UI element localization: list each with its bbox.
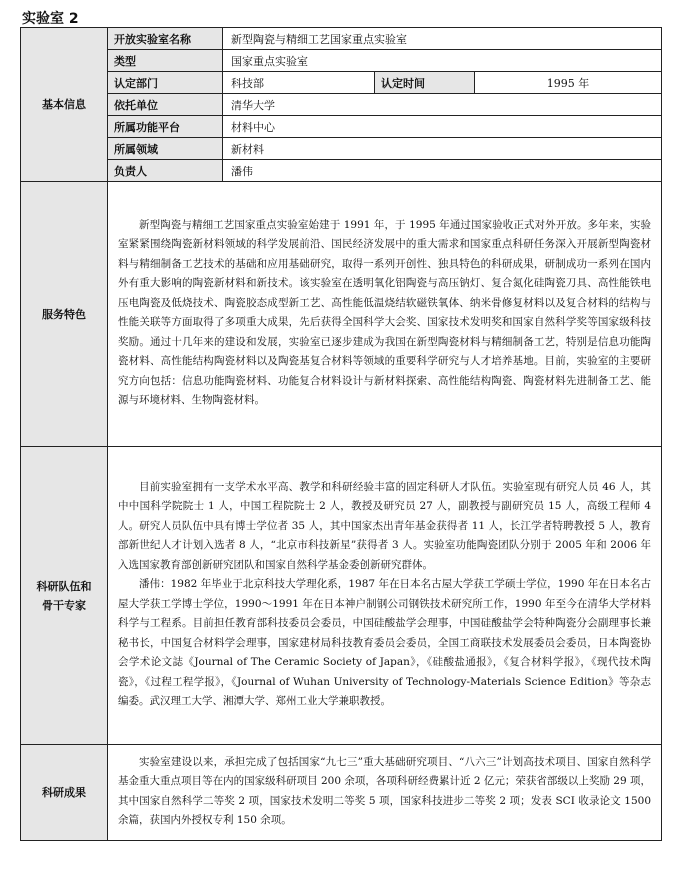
label-platform: 所属功能平台 [108,116,223,138]
value-platform: 材料中心 [223,116,662,138]
team-paragraph-2: 潘伟：1982 年毕业于北京科技大学理化系，1987 年在日本名古屋大学获工学硕士学位，1990 年在日本名古屋大学获工学博士学位，1990～1991 年在日本神户制钢公司钢铁技术研究所工作，1990 年至今在清华大学材料科学与工程系。目前担任教育部科技委员会委员，中国硅酸盐学会理事，中国硅酸盐学会特种陶瓷分会副理事长兼秘书长，中国复合材料学会理事，国家建材局科技教育委员会委员，全国工商联技术发展委员会委员，日本陶瓷协会学术论文誌《Journal of The Ceramic Society of Japan》，《硅酸盐通报》，《复合材料学报》，《现代技术陶瓷》，《过程工程学报》，《Journal of Wuhan University of Technology-Materials Science Edition》等杂志编委。武汉理工大学、湘潭大学、郑州工业大学兼职教授。 [118,578,652,707]
section-results: 科研成果 [21,745,108,841]
results-text-cell [108,745,662,841]
page-heading: 实验室 2 [22,11,79,27]
value-org: 清华大学 [223,94,662,116]
value-field: 新材料 [223,138,662,160]
value-time: 1995 年 [475,72,662,94]
label-time: 认定时间 [375,72,475,94]
label-org: 依托单位 [108,94,223,116]
section-service: 服务特色 [21,182,108,447]
row-service [21,182,662,447]
section-team-line1: 科研队伍和 [36,579,92,593]
label-dept: 认定部门 [108,72,223,94]
row-platform [21,116,662,138]
row-field [21,138,662,160]
value-type: 国家重点实验室 [223,50,662,72]
row-results [21,745,662,841]
row-name [21,28,662,50]
section-team [21,447,108,745]
label-lab-name: 开放实验室名称 [108,28,223,50]
value-leader: 潘伟 [223,160,662,182]
team-text-cell [108,447,662,745]
row-dept [21,72,662,94]
row-team [21,447,662,745]
lab-info-table [20,27,662,841]
section-basic-info: 基本信息 [21,28,108,182]
row-type [21,50,662,72]
service-text-cell [108,182,662,447]
row-org [21,94,662,116]
label-type: 类型 [108,50,223,72]
value-dept: 科技部 [223,72,375,94]
section-team-line2: 骨干专家 [42,598,86,612]
team-paragraph-1: 目前实验室拥有一支学术水平高、教学和科研经验丰富的固定科研人才队伍。实验室现有研究人员 46 人，其中中国科学院院士 1 人，中国工程院院士 2 人，教授及研究员 27 人，副教授与副研究员 15 人，高级工程师 4 人。研究人员队伍中具有博士学位者 35 人，其中国家杰出青年基金获得者 11 人，长江学者特聘教授 5 人，教育部新世纪人才计划入选者 8 人，“北京市科技新星”获得者 3 人。实验室功能陶瓷团队分别于 2005 年和 2006 年入选国家教育部创新研究团队和国家自然科学基金委创新研究群体。 [118,480,652,571]
value-lab-name: 新型陶瓷与精细工艺国家重点实验室 [223,28,662,50]
row-leader [21,160,662,182]
service-paragraph: 新型陶瓷与精细工艺国家重点实验室始建于 1991 年，于 1995 年通过国家验收正式对外开放。多年来，实验室紧紧围绕陶瓷新材料领域的科学发展前沿、国民经济发展中的重大需求和国家重点科研任务深入开展新型陶瓷材料与精细制备工艺技术的基础和应用基础研究，取得一系列开创性、独具特色的科研成果，研制成功一系列在国内外有重大影响的陶瓷新材料和新技术。该实验室在透明氧化铝陶瓷与高压钠灯、复合氮化硅陶瓷刀具、高性能铁电压电陶瓷及低烧技术、陶瓷胶态成型新工艺、高性能低温烧结软磁铁氧体、纳米骨修复材料以及复合材料的结构与性能关联等方面取得了多项重大成果，先后获得全国科学大会奖、国家技术发明奖和国家自然科学奖等国家级科技奖励。通过十几年来的建设和发展，实验室已逐步建成为我国在新型陶瓷材料与精细制备工艺，特别是信息功能陶瓷材料、高性能结构陶瓷材料以及陶瓷基复合材料等领域的重要科学研究与人才培养基地。目前，实验室的主要研究方向包括：信息功能陶瓷材料、功能复合材料设计与新材料探索、高性能结构陶瓷、陶瓷材料先进制备工艺、能源与环境材料、生物陶瓷材料。 [118,218,652,406]
label-leader: 负责人 [108,160,223,182]
label-field: 所属领域 [108,138,223,160]
results-paragraph: 实验室建设以来，承担完成了包括国家“九七三”重大基础研究项目、“八六三”计划高技术项目、国家自然科学基金重大重点项目等在内的国家级科研项目 200 余项，各项科研经费累计近 2 亿元；荣获省部级以上奖励 29 项，其中国家自然科学二等奖 2 项，国家技术发明二等奖 5 项，国家科技进步二等奖 2 项；发表 SCI 收录论文 1500 余篇，获国内外授权专利 150 余项。 [118,755,652,826]
